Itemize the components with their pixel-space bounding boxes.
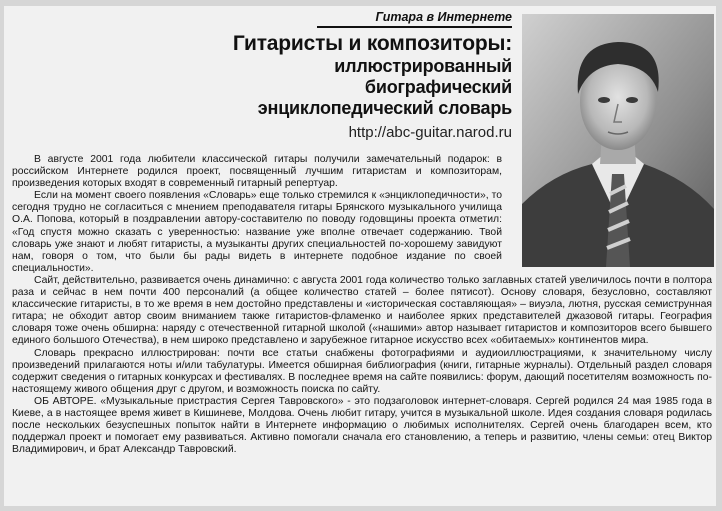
title-line-2: иллюстрированный [334,56,512,76]
article-body [12,154,712,456]
paragraph-growth: Сайт, действительно, развивается очень динамично: с августа 2001 года количество только заглавных статей увеличилось почти в полтора раза и сейчас в нем почти 400 персоналий (а общее количество статей – более пятисот). Основу словаря, безусловно, составляют классические гитаристы, в то же время в нем достойно представлены и «историческая составляющая» – виуэла, лютня, русская семиструнная гитара; не обходит автор своим вниманием также гитаристов-фламенко и наиболее ярких представителей джазовой гитары. География словаря тоже очень обширна: наряду с отечественной гитарной школой («нашими» автор называет гитаристов и композиторов всего бывшего единого большого Отечества), в нем широко представлено и зарубежное гитарное искусство всех «обитаемых» континентов мира. [12,274,712,347]
site-url: http://abc-guitar.narod.ru [348,124,512,141]
title-line-4: энциклопедический словарь [257,98,512,118]
paragraph-about-author: ОБ АВТОРЕ. «Музыкальные пристрастия Сергея Тавровского» - это подзаголовок интернет-словаря. Сергей родился 24 мая 1985 года в Киеве, а в настоящее время живет в Кишиневе, Молдова. Очень любит гитару, учится в музыкальной школе. Идея создания словаря родилась после нескольких безуспешных попыток найти в Интернете информацию о любимых исполнителях. Сергей очень благодарен всем, кто поддержал проект и помогает ему развиваться. Активно помогали сначала его становлению, а теперь и развитию, члены семьи: отец Виктор Владимирович, и брат Александр Тавровский. [12,395,712,456]
article [4,6,716,506]
article-title [194,32,512,119]
paragraph-intro: В августе 2001 года любители классической гитары получили замечательный подарок: в российском Интернете родился проект, посвященный лучшим гитаристам и композиторам, произведения которых входят в современный гитарный репертуар. [12,154,502,190]
title-line-1: Гитаристы и композиторы: [232,32,512,55]
title-line-3: биографический [364,77,512,97]
rubric-heading: Гитара в Интернете [317,10,512,28]
paragraph-illustrations: Словарь прекрасно иллюстрирован: почти все статьи снабжены фотографиями и аудиоиллюстрациями, к значительному числу произведений прилагаются ноты и/или табулатуры. Имеется обширная библиография (книги, гитарные журналы). Отдельный раздел словаря содержит сведения о гитарных конкурсах и фестивалях. В последнее время на сайте появились: форум, дающий посетителям возможность по-настоящему живого общения друг с другом, и возможность поиска по сайту. [12,347,712,395]
paragraph-quote: Если на момент своего появления «Словарь» еще только стремился к «энциклопедичности», то сегодня трудно не согласиться с мнением преподавателя гитары Брянского музыкального училища О.А. Попова, который в поздравлении автору-составителю по поводу годовщины проекта отметил: «Год спустя можно сказать с уверенностью: название уже вполне отвечает содержанию. Твой словарь уже знают и любят гитаристы, а музыканты других специальностей по-хорошему завидуют нам, говоря о том, что были бы рады видеть в интернете подобное издание по своей специальности». [12,190,502,274]
